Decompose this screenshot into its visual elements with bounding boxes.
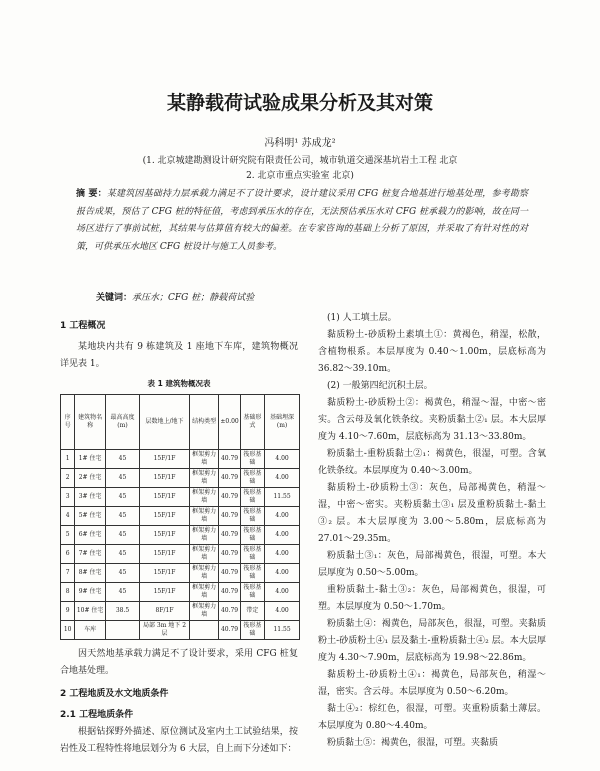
table-header-cell: 最高高度(m) — [105, 395, 139, 450]
abstract-label: 摘 要： — [76, 189, 107, 199]
paragraph: 粉质黏土③₁：灰色，局部褐黄色，很湿，可塑。本大层厚度为 0.50～5.00m。 — [318, 551, 546, 578]
table-cell: 框架剪力墙 — [189, 545, 219, 564]
table-row — [61, 469, 300, 488]
table-cell: 1# 住宅 — [75, 450, 105, 469]
table-cell: 4.00 — [265, 545, 300, 564]
table-cell: 40.79 — [219, 450, 240, 469]
table-cell: 8F/1F — [140, 602, 190, 621]
paragraph: 黏质粉土-砂质粉土④₁：褐黄色，局部灰色，稍湿～湿，密实。含云母。本层厚度为 0.50～6.20m。 — [318, 670, 546, 697]
table-cell: 11.55 — [265, 621, 300, 640]
right-column — [318, 310, 546, 752]
section-2-1-heading: 2.1 工程地质条件 — [60, 710, 134, 720]
table-cell: 筏形基础 — [240, 621, 264, 640]
table-cell: 4.00 — [265, 526, 300, 545]
table-cell: 5 — [61, 526, 75, 545]
table-cell: 4.00 — [265, 583, 300, 602]
table-cell: 10# 住宅 — [75, 602, 105, 621]
table-cell: 15F/1F — [140, 469, 190, 488]
table-cell: 筏形基础 — [240, 488, 264, 507]
table-cell: 8# 住宅 — [75, 564, 105, 583]
table-cell: 7 — [61, 564, 75, 583]
table-header-cell: 层数地上/地下 — [140, 395, 190, 450]
table-cell: 2# 住宅 — [75, 469, 105, 488]
building-table — [60, 394, 300, 640]
authors: 冯科明¹ 苏成龙² — [264, 138, 336, 149]
keywords-label: 关键词： — [96, 293, 133, 303]
table-cell: 40.79 — [219, 488, 240, 507]
section-1-heading: 1 工程概况 — [60, 321, 106, 331]
section-1-paragraph-2: 因天然地基承载力满足不了设计要求，采用 CFG 桩复合地基处理。 — [60, 649, 298, 676]
table-cell: 15F/1F — [140, 545, 190, 564]
table-cell: 筏形基础 — [240, 545, 264, 564]
paragraph: (1) 人工填土层。 — [327, 313, 397, 323]
table-cell: 40.79 — [219, 564, 240, 583]
table-header-row — [61, 395, 300, 450]
table-cell: 11.55 — [265, 488, 300, 507]
table-cell: 4 — [61, 507, 75, 526]
table-cell: 6 — [61, 545, 75, 564]
table-cell — [105, 621, 139, 640]
table-cell: 10 — [61, 621, 75, 640]
table-cell: 带定 — [240, 602, 264, 621]
left-column — [60, 318, 298, 758]
table-cell: 15F/1F — [140, 450, 190, 469]
table-cell: 9 — [61, 602, 75, 621]
abstract-text: 某建筑因基础持力层承载力满足不了设计要求，设计建议采用 CFG 桩复合地基进行地基处理，参考勘察报告成果，预估了 CFG 桩的特征值，考虑到承压水的存在，无法预估承压水对 CFG 桩承载力的影响，故在同一场区进行了事前试桩，其结果与估算值有较大的偏差。在专家咨询的基础上分析了原因，并采取了有针对性的对策，可供承压水地区 CFG 桩设计与施工人员参考。 — [76, 189, 528, 252]
table-cell: 4.00 — [265, 564, 300, 583]
table-cell: 15F/1F — [140, 488, 190, 507]
paper-title: 某静载荷试验成果分析及其对策 — [166, 92, 433, 114]
paragraph: 粉质黏土-重粉质黏土②₁：褐黄色，很湿，可塑。含氧化铁条纹。本层厚度为 0.40～3.00m。 — [318, 449, 546, 476]
table-cell: 40.79 — [219, 602, 240, 621]
table-cell: 45 — [105, 583, 139, 602]
table-header-cell: 序号 — [61, 395, 75, 450]
table-row — [61, 450, 300, 469]
section-2-1-paragraph: 根据钻探野外描述、原位测试及室内土工试验结果，按岩性及工程特性将地层划分为 6 大层，自上而下分述如下： — [60, 727, 298, 754]
table-cell: 40.79 — [219, 507, 240, 526]
table-cell: 框架剪力墙 — [189, 526, 219, 545]
paragraph: 黏土④₂：棕红色，很湿，可塑。夹重粉质黏土薄层。本层厚度为 0.80～4.40m。 — [318, 704, 546, 731]
table-row — [61, 507, 300, 526]
table-cell: 局部 3m 地下 2 层 — [140, 621, 190, 640]
table-header-cell: 结构类型 — [189, 395, 219, 450]
table-cell: 15F/1F — [140, 564, 190, 583]
table-row — [61, 564, 300, 583]
table-cell: 7# 住宅 — [75, 545, 105, 564]
table-cell: 45 — [105, 564, 139, 583]
section-1-paragraph: 某地块内共有 9 栋建筑及 1 座地下车库，建筑物概况详见表 1。 — [60, 342, 298, 369]
table-cell: 4.00 — [265, 507, 300, 526]
paragraph: 黏质粉土-砂质粉土素填土①：黄褐色，稍湿，松散，含植物根系。本层厚度为 0.40～1.00m，层底标高为 36.82～39.10m。 — [318, 330, 546, 374]
table-cell: 框架剪力墙 — [189, 450, 219, 469]
table-cell: 45 — [105, 469, 139, 488]
table-header-cell: 建筑物名称 — [75, 395, 105, 450]
table-row — [61, 526, 300, 545]
paragraph: 重粉质黏土-黏土③₂：灰色，局部褐黄色，很湿，可塑。本层厚度为 0.50～1.70m。 — [318, 585, 546, 612]
table-caption: 表 1 建筑物概况表 — [147, 379, 211, 388]
table-cell: 40.79 — [219, 526, 240, 545]
table-cell: 45 — [105, 526, 139, 545]
table-cell: 45 — [105, 545, 139, 564]
table-cell — [189, 621, 219, 640]
paragraph: (2) 一般第四纪沉积土层。 — [327, 381, 433, 391]
table-cell: 筏形基础 — [240, 507, 264, 526]
table-cell: 筏形基础 — [240, 450, 264, 469]
table-cell: 9# 住宅 — [75, 583, 105, 602]
table-cell: 筏形基础 — [240, 583, 264, 602]
table-cell: 4.00 — [265, 602, 300, 621]
table-row — [61, 545, 300, 564]
table-cell: 15F/1F — [140, 583, 190, 602]
table-cell: 框架剪力墙 — [189, 564, 219, 583]
table-row — [61, 488, 300, 507]
paragraph: 粉质黏土⑤：褐黄色，很湿，可塑。夹黏质 — [327, 738, 499, 748]
table-row — [61, 583, 300, 602]
table-cell: 8 — [61, 583, 75, 602]
table-header-cell: 基础形式 — [240, 395, 264, 450]
table-header-cell: 基础埋深(m) — [265, 395, 300, 450]
table-cell: 框架剪力墙 — [189, 469, 219, 488]
paragraph: 黏质粉土-砂质粉土②：褐黄色，稍湿～湿，中密～密实。含云母及氧化铁条纹。夹粉质黏土②₁ 层。本大层厚度为 4.10～7.60m，层底标高为 31.13～33.80m。 — [318, 398, 546, 442]
table-cell: 1 — [61, 450, 75, 469]
affiliation-line-2: 2. 北京市重点实验室 北京) — [246, 171, 354, 181]
table-row — [61, 602, 300, 621]
affiliation-line-1: (1. 北京城建勘测设计研究院有限责任公司，城市轨道交通深基坑岩土工程 北京 — [142, 156, 458, 166]
table-row — [61, 621, 300, 640]
table-cell: 3 — [61, 488, 75, 507]
table-cell: 框架剪力墙 — [189, 602, 219, 621]
table-cell: 3# 住宅 — [75, 488, 105, 507]
table-cell: 车库 — [75, 621, 105, 640]
table-cell: 框架剪力墙 — [189, 583, 219, 602]
table-cell: 40.79 — [219, 621, 240, 640]
table-cell: 4.00 — [265, 469, 300, 488]
table-cell: 15F/1F — [140, 507, 190, 526]
paragraph: 黏质粉土-砂质粉土③：灰色，局部褐黄色，稍湿～湿，中密～密实。夹粉质黏土③₁ 层及重粉质黏土-黏土③₂ 层。本大层厚度为 3.00～5.80m，层底标高为 27.01～29.35m。 — [318, 483, 546, 544]
table-header-cell: ±0.00 — [219, 395, 240, 450]
paragraph: 粉质黏土④：褐黄色，局部灰色，很湿，可塑。夹黏质粉土-砂质粉土④₁ 层及黏土-重粉质黏土④₂ 层。本大层厚度为 4.30～7.90m，层底标高为 19.98～22.86m。 — [318, 619, 546, 663]
table-body — [61, 450, 300, 640]
keywords-text: 承压水；CFG 桩；静载荷试验 — [132, 293, 255, 303]
abstract — [76, 186, 528, 256]
table-cell: 筏形基础 — [240, 526, 264, 545]
table-cell: 45 — [105, 507, 139, 526]
table-cell: 40.79 — [219, 545, 240, 564]
section-2-heading: 2 工程地质及水文地质条件 — [60, 689, 169, 699]
table-cell: 45 — [105, 488, 139, 507]
keywords — [96, 290, 254, 303]
table-cell: 15F/1F — [140, 526, 190, 545]
table-cell: 5# 住宅 — [75, 507, 105, 526]
table-cell: 38.5 — [105, 602, 139, 621]
table-cell: 筏形基础 — [240, 469, 264, 488]
table-cell: 筏形基础 — [240, 564, 264, 583]
table-cell: 框架剪力墙 — [189, 507, 219, 526]
table-cell: 4.00 — [265, 450, 300, 469]
table-cell: 40.79 — [219, 469, 240, 488]
table-cell: 框架剪力墙 — [189, 488, 219, 507]
table-cell: 6# 住宅 — [75, 526, 105, 545]
table-cell: 45 — [105, 450, 139, 469]
table-cell: 2 — [61, 469, 75, 488]
table-cell: 40.79 — [219, 583, 240, 602]
